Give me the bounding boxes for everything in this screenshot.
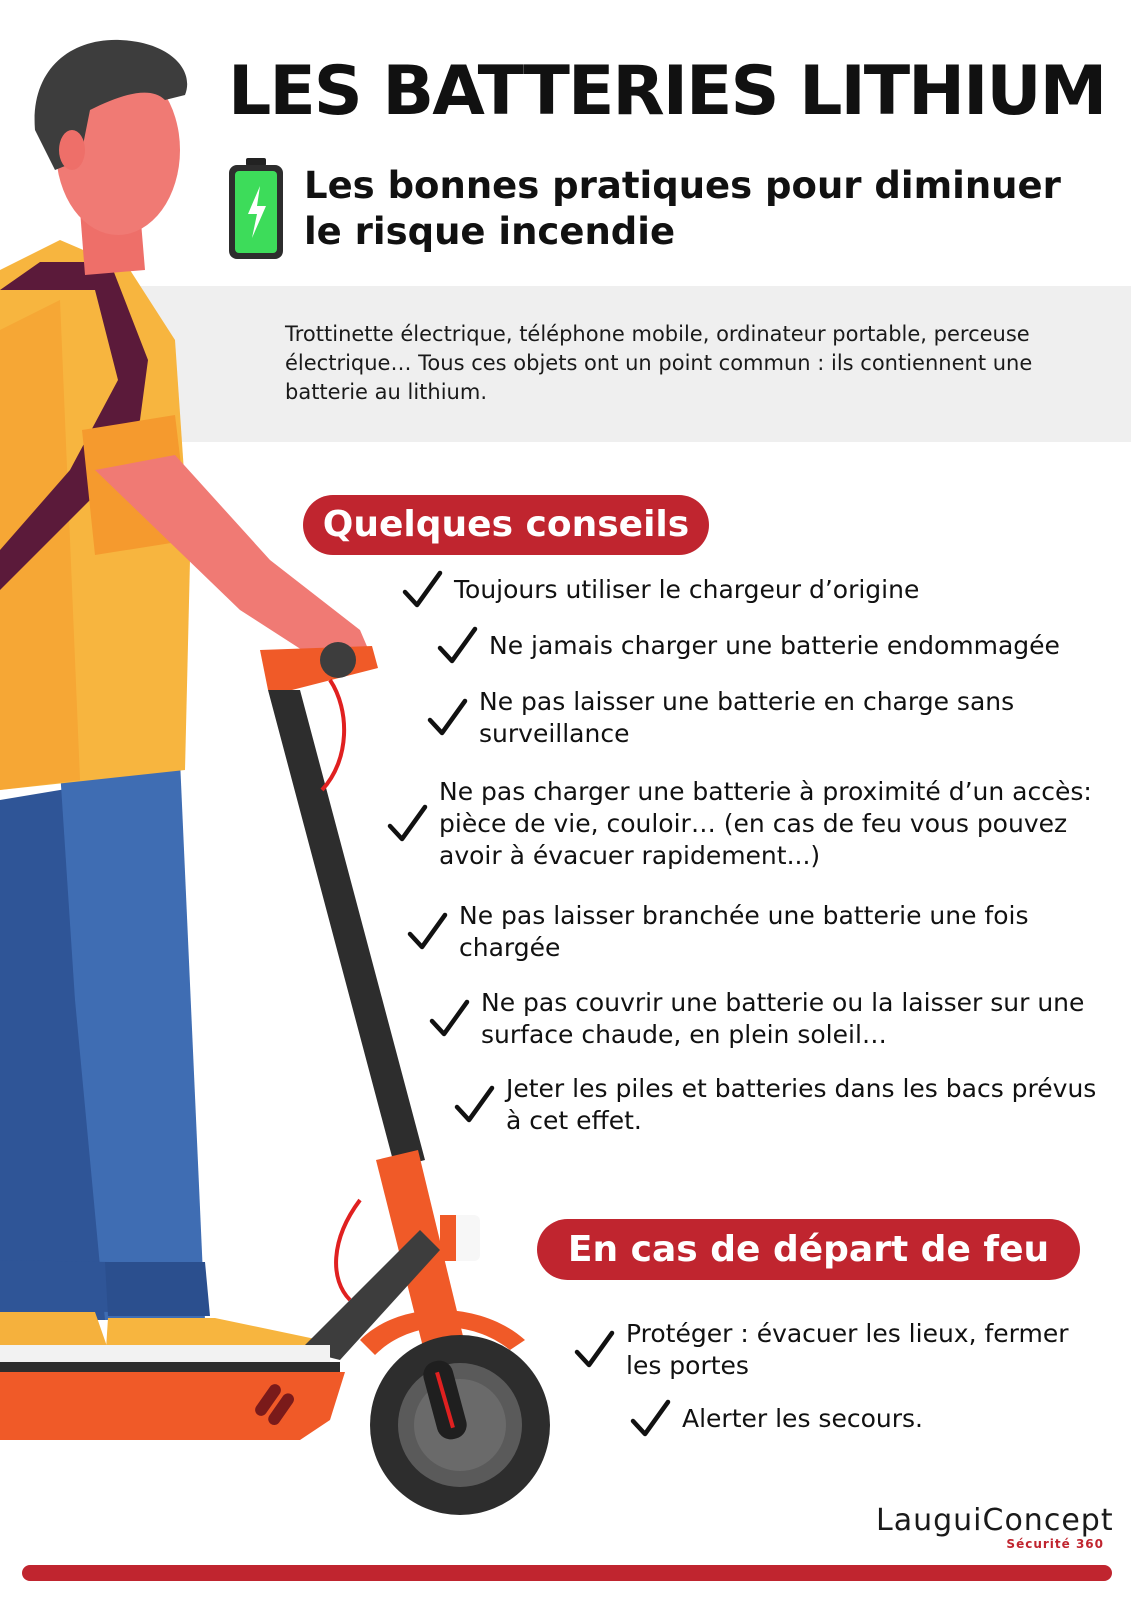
scooter-handle [260,646,378,690]
scooter-deck [0,1372,345,1440]
tip-text: Ne pas couvrir une batterie ou la laisser sur une surface chaude, en plein soleil… [481,988,1085,1049]
bottom-accent-bar [22,1565,1112,1581]
intro-text: Trottinette électrique, téléphone mobile, ordinateur portable, perceuse électrique… Tous ces objets ont un point commun : ils contiennent une batterie au lithium. [285,322,1033,404]
tip-text: Ne jamais charger une batterie endommagée [489,631,1060,660]
tip-text: Jeter les piles et batteries dans les bacs prévus à cet effet. [506,1074,1097,1135]
checkmark-icon [385,802,429,846]
fire-item [572,1318,1092,1382]
battery-charging-icon [226,156,286,262]
tip-item [427,987,1092,1051]
tip-text: Ne pas charger une batterie à proximité d’un accès: pièce de vie, couloir… (en cas de feu vous pouvez avoir à évacuer rapidement...) [439,777,1092,870]
checkmark-icon [435,624,479,668]
tip-item [400,568,1090,612]
checkmark-icon [427,997,471,1041]
tip-text: Toujours utiliser le chargeur d’origine [454,575,920,604]
fire-text: Alerter les secours. [682,1404,923,1433]
fire-text: Protéger : évacuer les lieux, fermer les portes [626,1319,1069,1380]
tip-item [435,624,1090,668]
tip-text: Ne pas laisser une batterie en charge sans surveillance [479,687,1015,748]
checkmark-icon [452,1083,496,1127]
page-title: LES BATTERIES LITHIUM [228,52,1106,131]
ear [59,130,85,170]
checkmark-icon [425,696,469,740]
tip-text: Ne pas laisser branchée une batterie une fois chargée [459,901,1029,962]
checkmark-icon [628,1397,672,1441]
tips-heading: Quelques conseils [303,495,709,555]
checkmark-icon [572,1328,616,1372]
tip-item [425,686,1045,750]
checkmark-icon [400,568,444,612]
logo-name: LauguiConcept [876,1503,1114,1538]
fire-heading: En cas de départ de feu [537,1219,1080,1280]
logo-tagline: Sécurité 360 [1006,1537,1104,1551]
scooter-deck-top [0,1345,330,1363]
company-logo [876,1503,1114,1555]
tip-item [405,900,1055,964]
fire-item [628,1397,1048,1441]
page-subtitle: Les bonnes pratiques pour diminuer le risque incendie [304,164,1061,253]
scooter-stem [268,690,425,1168]
tip-item [452,1073,1107,1137]
tip-item [385,776,1100,872]
checkmark-icon [405,910,449,954]
